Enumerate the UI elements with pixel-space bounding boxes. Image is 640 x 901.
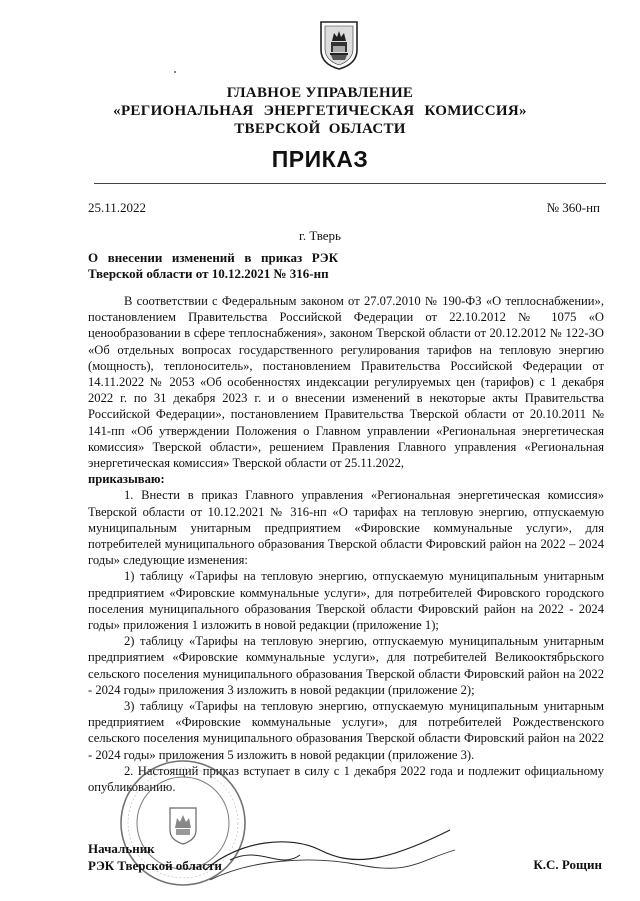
subject-line-2: Тверской области от 10.12.2021 № 316-нп: [88, 266, 329, 281]
item-2-paragraph: 2. Настоящий приказ вступает в силу с 1 декабря 2022 года и подлежит официальному опубликованию.: [88, 763, 604, 795]
scan-speck: [174, 71, 176, 73]
document-number: № 360-нп: [546, 200, 600, 215]
org-name-line-2: «РЕГИОНАЛЬНАЯ ЭНЕРГЕТИЧЕСКАЯ КОМИССИЯ»: [113, 103, 527, 119]
subject-line-1: О внесении изменений в приказ РЭК: [88, 250, 338, 265]
document-subject: [88, 250, 338, 282]
signatory-position: [88, 840, 222, 874]
subitem-2-paragraph: 2) таблицу «Тарифы на тепловую энергию, отпускаемую муниципальным унитарным предприятием «Фировские коммунальные услуги», для потребителей Великооктябрьского сельского поселения муниципального образования Тверской области Фировский район на 2022 - 2024 годы» приложения 3 изложить в новой редакции (приложение 2);: [88, 634, 604, 697]
preamble-paragraph: В соответствии с Федеральным законом от 27.07.2010 № 190-ФЗ «О теплоснабжении», постановлением Правительства Российской Федерации от 22.10.2012 № 1075 «О ценообразовании в сфере теплоснабжения», законом Тверской области от 20.12.2012 № 122-ЗО «Об отдельных вопросах государственного регулирования тарифов на тепловую энергию (мощность), теплоноситель», постановлением Правительства Российской Федерации от 14.11.2022 № 2053 «Об особенностях индексации регулируемых цен (тарифов) с 1 декабря 2022 г. по 31 декабря 2023 г. и о внесении изменений в некоторые акты Правительства Российской Федерации», постановлением Правительства Тверской области от 20.10.2011 № 141-пп «Об утверждении Положения о Главном управлении «Региональная энергетическая комиссия» Тверской области», решением Правления Главного управления «Региональная энергетическая комиссия» Тверской области от 25.11.2022,: [88, 294, 604, 471]
document-date: 25.11.2022: [88, 200, 147, 215]
signatory-position-line-2: РЭК Тверской области: [88, 858, 222, 873]
subitem-1-paragraph: 1) таблицу «Тарифы на тепловую энергию, отпускаемую муниципальным унитарным предприятием «Фировские коммунальные услуги», для потребителей Фировского городского поселения муниципального образования Тверской области Фировский район на 2022 - 2024 годы» приложения 1 изложить в новой редакции (приложение 1);: [88, 569, 604, 633]
document-type-title: ПРИКАЗ: [271, 146, 369, 172]
item-1-paragraph: 1. Внести в приказ Главного управления «Региональная энергетическая комиссия» Тверской области от 10.12.2021 № 316-нп «О тарифах на тепловую энергию, отпускаемую муниципальным унитарным предприятием «Фировские коммунальные услуги», для потребителей муниципального образования Тверской области Фировский район на 2022 – 2024 годы» следующие изменения:: [88, 488, 604, 568]
header-divider: [94, 183, 606, 184]
order-word: приказываю:: [88, 472, 165, 487]
org-name-line-3: ТВЕРСКОЙ ОБЛАСТИ: [234, 121, 406, 137]
coat-of-arms-icon: [318, 20, 360, 70]
document-body: [88, 293, 604, 795]
signatory-name: К.С. Рощин: [533, 857, 602, 872]
signatory-position-line-1: Начальник: [88, 841, 155, 856]
handwritten-signature-icon: [200, 810, 460, 890]
org-name-line-1: ГЛАВНОЕ УПРАВЛЕНИЕ: [226, 85, 414, 101]
subitem-3-paragraph: 3) таблицу «Тарифы на тепловую энергию, отпускаемую муниципальным унитарным предприятием «Фировские коммунальные услуги», для потребителей Рождественского сельского поселения муниципального образования Тверской области Фировский район на 2022 - 2024 годы» приложения 5 изложить в новой редакции (приложение 3).: [88, 699, 604, 762]
document-city: г. Тверь: [299, 228, 341, 243]
